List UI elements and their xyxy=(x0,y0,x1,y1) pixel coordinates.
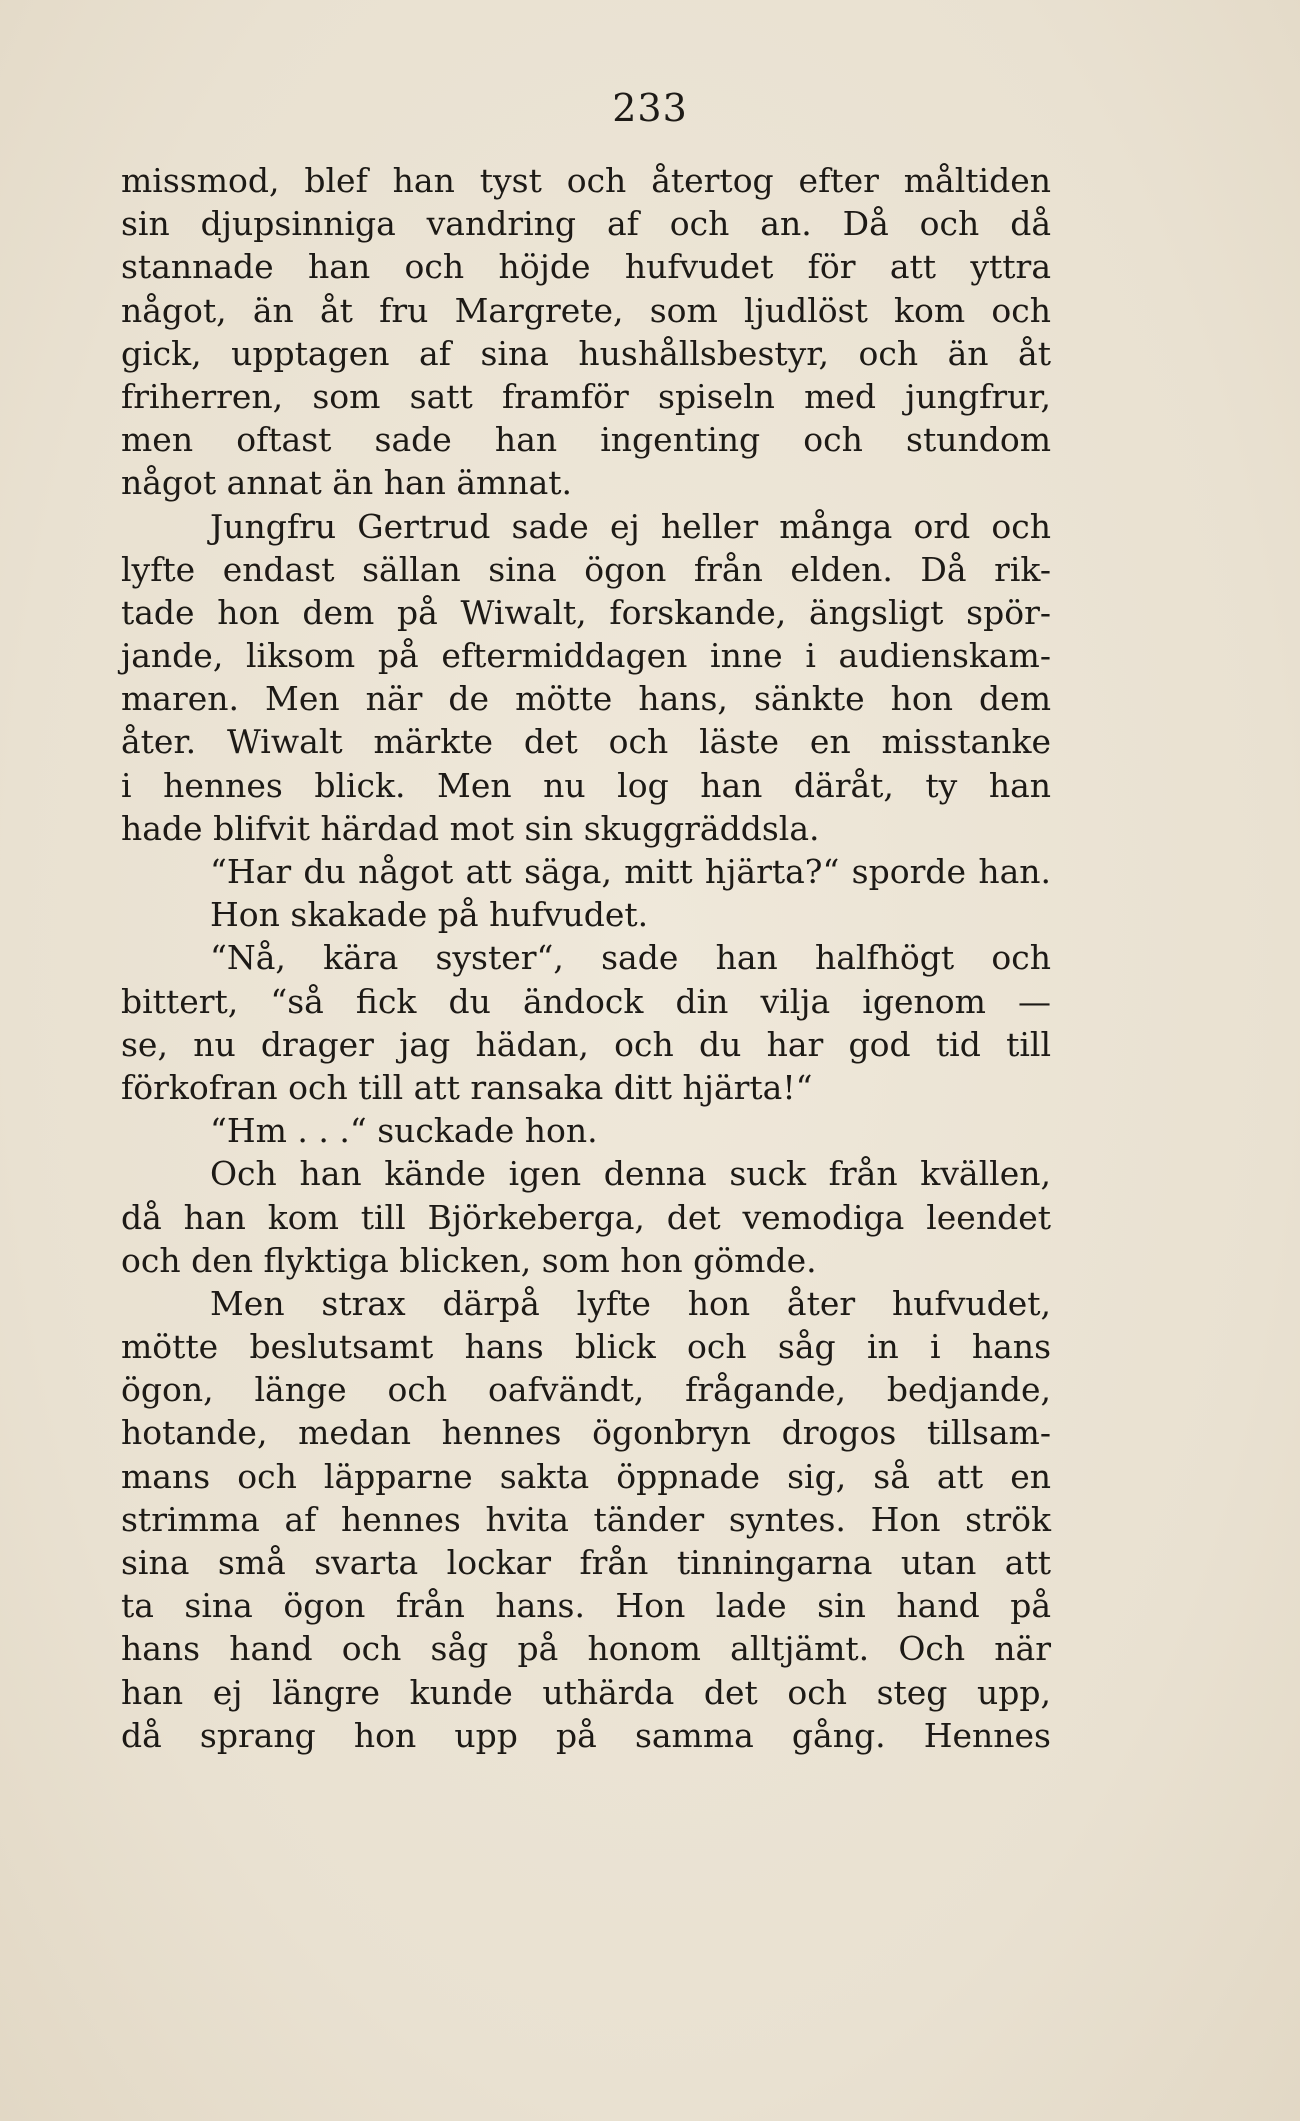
text-line: förkofran och till att ransaka ditt hjärta!“ xyxy=(121,1067,813,1107)
text-line: “Nå, kära syster“, sade han halfhögt och xyxy=(210,938,1051,978)
text-line: “Har du något att säga, mitt hjärta?“ sporde han. xyxy=(210,852,1051,891)
text-line: han ej längre kunde uthärda det och steg upp, xyxy=(121,1672,1051,1712)
text-line: jande, liksom på eftermiddagen inne i audienskam- xyxy=(121,636,1051,676)
text-line: stannade han och höjde hufvudet för att yttra xyxy=(121,247,1051,287)
page-number: 233 xyxy=(612,86,688,130)
text-line: och den flyktiga blicken, som hon gömde. xyxy=(121,1240,817,1280)
text-line: något annat än han ämnat. xyxy=(121,463,573,503)
text-line: sina små svarta lockar från tinningarna utan att xyxy=(121,1543,1051,1582)
text-line: hans hand och såg på honom alltjämt. Och när xyxy=(121,1629,1051,1669)
text-line: Jungfru Gertrud sade ej heller många ord och xyxy=(210,506,1051,546)
text-line: mötte beslutsamt hans blick och såg in i hans xyxy=(121,1327,1051,1367)
text-line: något, än åt fru Margrete, som ljudlöst kom och xyxy=(121,290,1051,330)
text-line: sin djupsinniga vandring af och an. Då och då xyxy=(121,204,1051,244)
body-text xyxy=(121,159,1051,1757)
text-line: mans och läpparne sakta öppnade sig, så att en xyxy=(121,1456,1051,1496)
text-line: strimma af hennes hvita tänder syntes. Hon strök xyxy=(121,1499,1051,1539)
text-line: då sprang hon upp på samma gång. Hennes xyxy=(121,1715,1051,1755)
text-line: åter. Wiwalt märkte det och läste en misstanke xyxy=(121,722,1051,762)
text-line: ta sina ögon från hans. Hon lade sin hand på xyxy=(121,1586,1051,1626)
text-line: i hennes blick. Men nu log han däråt, ty han xyxy=(121,765,1051,805)
text-line: hade blifvit härdad mot sin skuggräddsla. xyxy=(121,808,820,848)
text-line: maren. Men när de mötte hans, sänkte hon dem xyxy=(121,679,1051,719)
text-line: då han kom till Björkeberga, det vemodiga leendet xyxy=(121,1197,1051,1237)
text-line: gick, upptagen af sina hushållsbestyr, och än åt xyxy=(121,333,1051,373)
text-line: bittert, “så fick du ändock din vilja igenom — xyxy=(121,981,1051,1021)
text-line: ögon, länge och oafvändt, frågande, bedjande, xyxy=(121,1370,1051,1410)
text-line: missmod, blef han tyst och återtog efter måltiden xyxy=(121,161,1051,200)
text-line: Hon skakade på hufvudet. xyxy=(210,895,649,935)
text-line: hotande, medan hennes ögonbryn drogos tillsam- xyxy=(121,1413,1051,1453)
text-line: Och han kände igen denna suck från kvällen, xyxy=(210,1154,1051,1194)
text-line: se, nu drager jag hädan, och du har god tid till xyxy=(121,1024,1051,1064)
text-line: Men strax därpå lyfte hon åter hufvudet, xyxy=(210,1283,1051,1323)
text-line: men oftast sade han ingenting och stundom xyxy=(121,420,1051,460)
text-line: friherren, som satt framför spiseln med jungfrur, xyxy=(121,376,1051,416)
text-line: “Hm . . .“ suckade hon. xyxy=(210,1111,598,1151)
text-line: lyfte endast sällan sina ögon från elden. Då rik- xyxy=(121,549,1051,589)
text-line: tade hon dem på Wiwalt, forskande, ängsligt spör- xyxy=(121,592,1051,632)
